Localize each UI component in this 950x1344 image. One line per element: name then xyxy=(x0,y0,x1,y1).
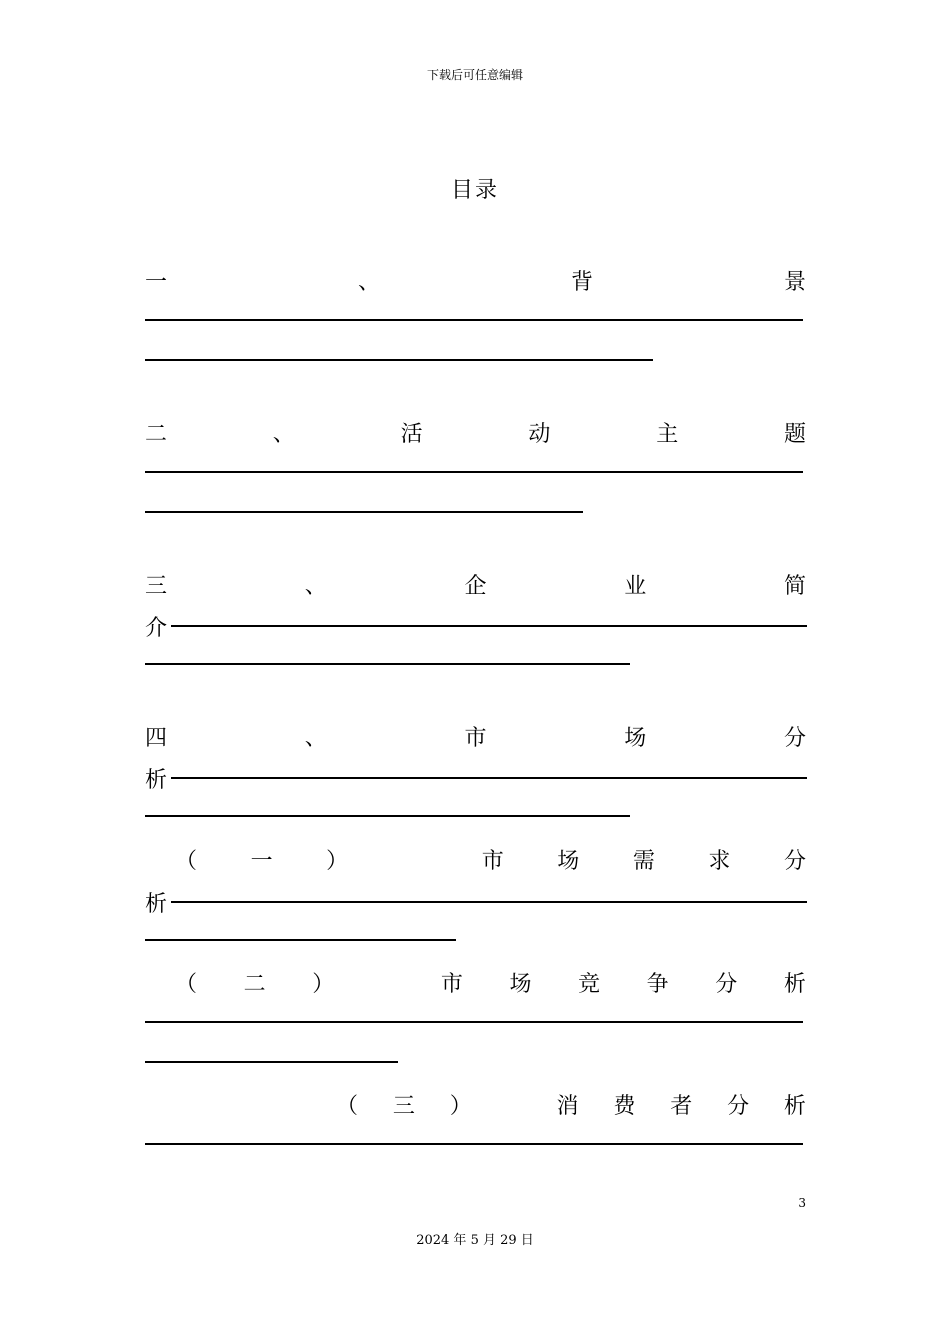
toc-char: 动 xyxy=(528,422,551,447)
toc-entry-1-heading[interactable] xyxy=(145,267,806,299)
toc-char: 主 xyxy=(656,422,679,447)
toc-char: 四 xyxy=(145,726,168,751)
toc-char: 、 xyxy=(357,270,380,295)
leader-line xyxy=(145,359,653,361)
toc-char: 二 xyxy=(243,972,266,997)
leader-line xyxy=(145,939,456,941)
toc-entry-7-leader xyxy=(145,1128,803,1160)
toc-char: 三 xyxy=(145,574,168,599)
leader-line xyxy=(145,815,630,817)
toc-char: （ xyxy=(175,972,198,997)
toc-char: 竞 xyxy=(578,972,601,997)
toc-char: 析 xyxy=(145,891,168,917)
toc-char: ） xyxy=(312,972,335,997)
toc-char: 背 xyxy=(570,270,593,295)
toc-char: 介 xyxy=(145,615,168,641)
leader-line xyxy=(145,319,803,321)
footer-date: 2024 年 5 月 29 日 xyxy=(416,1233,534,1248)
toc-char: 析 xyxy=(783,1094,806,1119)
toc-entry-6-leader xyxy=(145,1006,803,1038)
leader-line xyxy=(145,663,630,665)
toc-char: 分 xyxy=(715,972,738,997)
toc-entry-2-heading[interactable] xyxy=(145,419,806,451)
toc-entry-4-leader-2 xyxy=(145,800,630,832)
toc-char: ） xyxy=(326,849,349,874)
toc-char: 一 xyxy=(145,270,168,295)
leader-line xyxy=(171,901,807,903)
toc-char: 消 xyxy=(556,1094,579,1119)
toc-entry-4-heading[interactable] xyxy=(145,723,806,755)
toc-entry-3-leader xyxy=(145,610,807,642)
toc-char: 求 xyxy=(708,849,731,874)
leader-line xyxy=(145,1021,803,1023)
toc-char: 、 xyxy=(272,422,295,447)
toc-char: 争 xyxy=(646,972,669,997)
toc-entry-1-leader xyxy=(145,304,803,336)
toc-char: ） xyxy=(449,1094,472,1119)
toc-char: 活 xyxy=(400,422,423,447)
toc-entry-6-leader-2 xyxy=(145,1046,398,1078)
toc-entry-4-leader xyxy=(145,762,807,794)
toc-char: 二 xyxy=(145,422,168,447)
toc-char: 析 xyxy=(145,767,168,793)
toc-char: 者 xyxy=(670,1094,693,1119)
toc-char: 析 xyxy=(783,972,806,997)
leader-line xyxy=(145,1061,398,1063)
toc-char: 分 xyxy=(783,849,806,874)
toc-char: 分 xyxy=(783,726,806,751)
toc-entry-3-heading[interactable] xyxy=(145,571,806,603)
toc-char: 一 xyxy=(250,849,273,874)
toc-char: 费 xyxy=(613,1094,636,1119)
toc-char: 业 xyxy=(624,574,647,599)
toc-char: 、 xyxy=(304,574,327,599)
toc-char: 市 xyxy=(464,726,487,751)
toc-char: 场 xyxy=(509,972,532,997)
leader-line xyxy=(171,777,807,779)
toc-entry-7-heading[interactable] xyxy=(336,1091,806,1123)
toc-entry-5-heading[interactable] xyxy=(175,846,806,878)
toc-char: 题 xyxy=(783,422,806,447)
toc-char: （ xyxy=(336,1094,359,1119)
leader-line xyxy=(145,1143,803,1145)
toc-char: 景 xyxy=(783,270,806,295)
leader-line xyxy=(145,471,803,473)
toc-char: 场 xyxy=(557,849,580,874)
toc-char: 分 xyxy=(727,1094,750,1119)
toc-char: 市 xyxy=(481,849,504,874)
page-number: 3 xyxy=(798,1196,806,1210)
toc-char: 需 xyxy=(632,849,655,874)
toc-entry-2-leader-2 xyxy=(145,496,583,528)
toc-entry-2-leader xyxy=(145,456,803,488)
header-note: 下载后可任意编辑 xyxy=(426,68,523,82)
toc-title: 目录 xyxy=(450,178,499,203)
leader-line xyxy=(145,511,583,513)
toc-entry-1-leader-2 xyxy=(145,344,653,376)
toc-char: 、 xyxy=(304,726,327,751)
toc-entry-5-leader xyxy=(145,886,807,918)
toc-entry-5-leader-2 xyxy=(145,924,456,956)
toc-char: 场 xyxy=(624,726,647,751)
toc-char: （ xyxy=(175,849,198,874)
toc-char: 简 xyxy=(783,574,806,599)
toc-entry-6-heading[interactable] xyxy=(175,969,806,1001)
toc-char: 企 xyxy=(464,574,487,599)
toc-char: 市 xyxy=(440,972,463,997)
toc-entry-3-leader-2 xyxy=(145,648,630,680)
toc-char: 三 xyxy=(392,1094,415,1119)
leader-line xyxy=(171,625,807,627)
